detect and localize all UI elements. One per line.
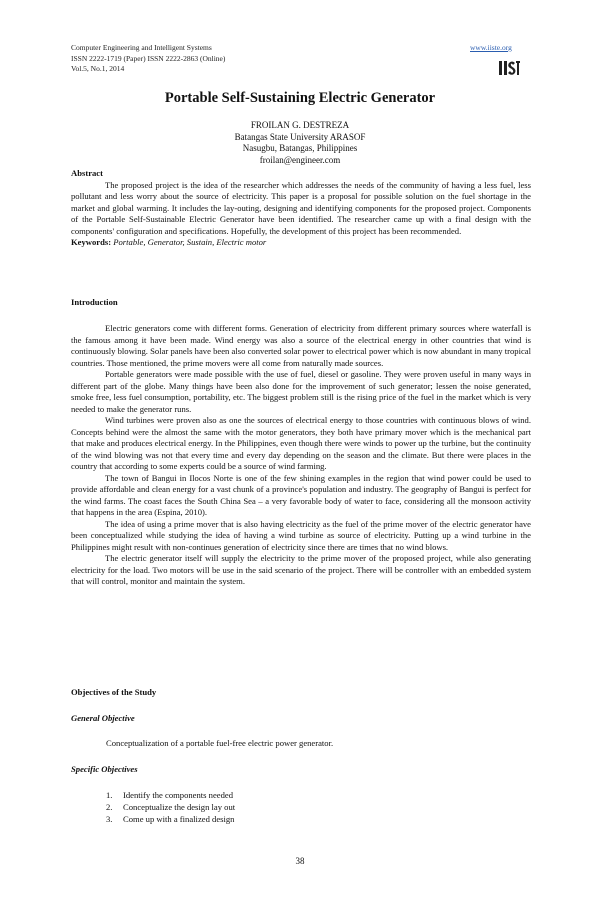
paper-title: Portable Self-Sustaining Electric Generator bbox=[164, 90, 436, 106]
abstract-section bbox=[71, 168, 531, 249]
list-item: 3. Come up with a finalized design bbox=[106, 814, 235, 824]
list-item: 1. Identify the components needed bbox=[106, 790, 234, 800]
journal-url-block bbox=[470, 43, 512, 54]
running-header bbox=[71, 43, 225, 75]
general-objective-heading: General Objective bbox=[71, 713, 135, 723]
objectives-heading: Objectives of the Study bbox=[71, 687, 157, 697]
intro-paragraph-1: Electric generators come with different forms. Generation of electricity from different primary sources where waterfall is the famous among it have been made. Wind energy was also a source of the electrical energy in other countries that wind is continuously blowing. Solar panels have been also converted solar power to electrical power which is now abundant in many tropical countries. Those mentioned, the prime movers were all come from naturally made sources. bbox=[71, 323, 531, 368]
abstract-heading: Abstract bbox=[71, 168, 103, 178]
iiste-logo-icon bbox=[497, 58, 521, 78]
general-objective-text: Conceptualization of a portable fuel-free electric power generator. bbox=[106, 738, 334, 748]
keywords-label: Keywords bbox=[71, 237, 109, 247]
author-block bbox=[0, 120, 600, 166]
journal-url-link[interactable]: www.iiste.org bbox=[470, 43, 512, 52]
page-number: 38 bbox=[295, 856, 305, 866]
specific-objectives-list bbox=[106, 789, 235, 825]
introduction-section bbox=[71, 323, 531, 588]
volume-line: Vol.5, No.1, 2014 bbox=[71, 64, 125, 73]
journal-name: Computer Engineering and Intelligent Systems bbox=[71, 43, 212, 52]
author-location: Nasugbu, Batangas, Philippines bbox=[242, 143, 358, 153]
introduction-heading: Introduction bbox=[71, 297, 118, 307]
author-name: FROILAN G. DESTREZA bbox=[250, 120, 350, 130]
keywords-line: Keywords: Portable, Generator, Sustain, Electric motor bbox=[71, 237, 267, 247]
intro-paragraph-3: Wind turbines were proven also as one the sources of electrical energy to those countries with continuous blows of wind. Concepts behind were the almost the same with the motor generators, they both have primary mover which is the mechanical part that make and produces electrical energy. In the Philippines, even though there were winds to power up the turbine, but the continuity of the wind blowing was not that every time and every day depending on the season and the climate. But there were places in the country that according to some experts could be a source of wind farming. bbox=[71, 415, 531, 471]
intro-paragraph-2: Portable generators were made possible with the use of fuel, diesel or gasoline. They were proven useful in many ways in different part of the globe. Many things have been also done for the improvement of such generator; lessen the noise generated, smoke free, less fuel consumption, portability, etc. The biggest problem still is the rising price of the fuel in the market which is very needed to make the generator runs. bbox=[71, 369, 531, 414]
intro-paragraph-4: The town of Bangui in Ilocos Norte is one of the few shining examples in the region that wind power could be used to provide affordable and clean energy for a vast chunk of a province's population and industry. The geography of Bangui is perfect for the wind farms. The coast faces the South China Sea – a very favorable body of water to face, considering all the monsoon activity that happens in the area (Espina, 2010). bbox=[71, 472, 531, 517]
abstract-body: The proposed project is the idea of the researcher which addresses the needs of the community of having a less fuel, less pollutant and less worry about the source of electricity. This paper is a proposal for possible solution on the fuel shortage in the market and global warming. It includes the lay-outing, designing and identifying components for the proposed project. Components of the Portable Self-Sustainable Electric Generator have been identified. The researcher came up with a final design with the components' configuration and specifications. Hopefully, the development of this project has been recommended. bbox=[71, 179, 531, 236]
keywords-text: Portable, Generator, Sustain, Electric motor bbox=[113, 237, 267, 247]
specific-objectives-heading: Specific Objectives bbox=[71, 764, 138, 774]
intro-paragraph-5: The idea of using a prime mover that is also having electricity as the fuel of the prime mover of the electric generator have been conceptualized while studying the idea of having a wind turbine as source of electricity. Putting up a wind turbine in the Philippines might result with non-continues generation of electricity since there are times that no wind blows. bbox=[71, 518, 531, 552]
issn-line: ISSN 2222-1719 (Paper) ISSN 2222-2863 (Online) bbox=[71, 53, 226, 63]
intro-paragraph-6: The electric generator itself will supply the electricity to the prime mover of the proposed project, while also generating electricity for the load. Two motors will be use in the said scenario of the project. There will be controller with an embedded system that will control, monitor and maintain the system. bbox=[71, 553, 531, 586]
author-email: froilan@engineer.com bbox=[259, 154, 341, 165]
list-item: 2. Conceptualize the design lay out bbox=[106, 802, 236, 812]
author-affiliation: Batangas State University ARASOF bbox=[234, 131, 366, 142]
